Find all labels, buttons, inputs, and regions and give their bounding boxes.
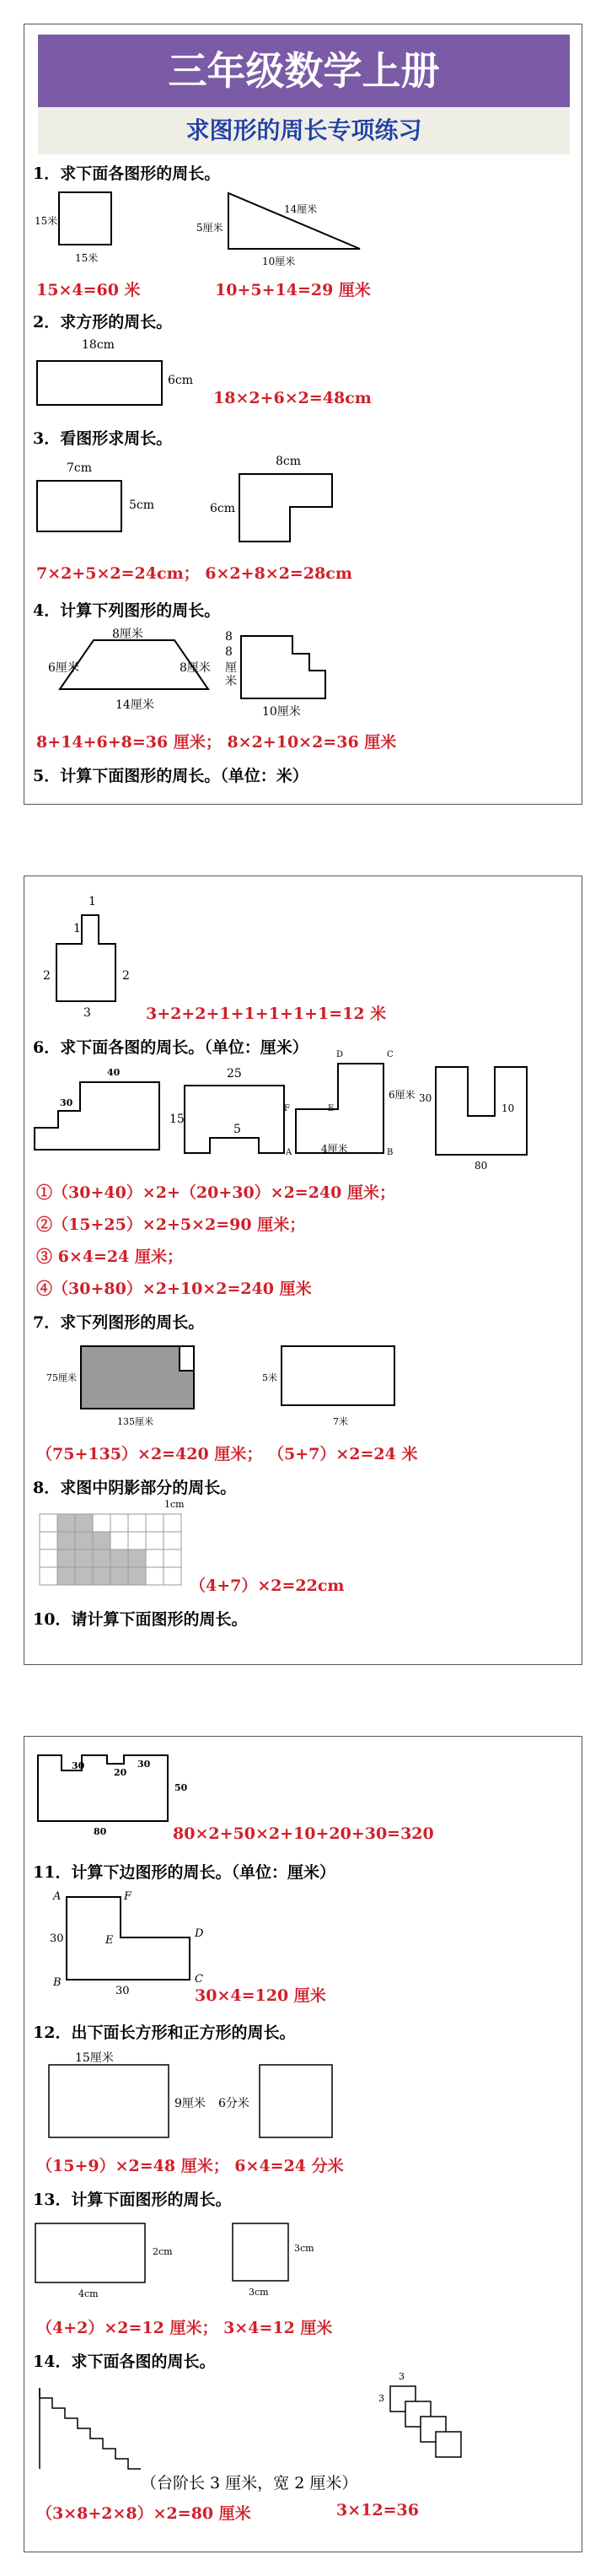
worksheet-page-2 [24, 876, 582, 1665]
stair-left-label-1: 8 [225, 645, 233, 659]
grid-cell [93, 1514, 110, 1532]
grid-cell [110, 1514, 128, 1532]
grid-cell [40, 1532, 57, 1549]
worksheet-page-3 [24, 1736, 582, 2552]
question-14: 14．求下面各图的周长。 [33, 2352, 216, 2371]
q6-figure-b [183, 1084, 286, 1155]
square-figure [58, 191, 112, 245]
answer-10: 80×2+50×2+10+20+30=320 [173, 1824, 434, 1843]
grid-cell [164, 1567, 181, 1585]
grid-cell [146, 1514, 164, 1532]
q10-label-80: 80 [94, 1826, 107, 1837]
grid-cell [146, 1532, 164, 1549]
rect-top-label: 18cm [82, 338, 115, 352]
worksheet-subtitle: 求图形的周长专项练习 [38, 107, 570, 154]
q3-rectangle-figure [36, 480, 122, 532]
q13-square [232, 2223, 289, 2282]
trap-right-label: 8厘米 [180, 661, 211, 675]
grid-unit-label: 1cm [164, 1499, 185, 1510]
answer-6d: ④（30+80）×2+10×2=240 厘米 [36, 1280, 312, 1298]
answer-1b: 10+5+14=29 厘米 [215, 281, 371, 299]
grid-cell [128, 1532, 146, 1549]
stair-bottom-label: 10厘米 [262, 705, 301, 719]
question-11: 11．计算下边图形的周长。（单位：厘米） [33, 1863, 335, 1882]
q7-label-7: 7米 [333, 1416, 348, 1427]
trap-bottom-label: 14厘米 [115, 698, 154, 712]
answer-7: （75+135）×2=420 厘米； （5+7）×2=24 米 [36, 1445, 418, 1463]
grid-cell [40, 1549, 57, 1567]
q5-label-1a: 1 [88, 895, 96, 908]
q6a-label-30: 30 [60, 1097, 73, 1108]
grid-cell-shaded [93, 1549, 110, 1567]
square-bottom-label: 15米 [75, 252, 99, 264]
grid-cell-shaded [93, 1532, 110, 1549]
answer-6b: ②（15+25）×2+5×2=90 厘米； [36, 1215, 306, 1234]
worksheet-page-1 [24, 24, 582, 805]
q7-label-5: 5米 [262, 1372, 277, 1383]
grid-cell-shaded [110, 1567, 128, 1585]
q14-label-3b: 3 [378, 2393, 384, 2404]
answer-2: 18×2+6×2=48cm [213, 389, 372, 407]
q10-label-30a: 30 [72, 1760, 85, 1771]
q10-label-50: 50 [174, 1782, 188, 1793]
q7-rectangle [281, 1345, 395, 1406]
q13-label-3cm-a: 3cm [294, 2243, 314, 2254]
q11-lshape-figure [65, 1895, 191, 1981]
q6c-label-C: C [387, 1050, 394, 1059]
q7-label-135: 135厘米 [117, 1416, 153, 1427]
stair-left-label-3: 米 [225, 675, 237, 688]
trap-top-label: 8厘米 [112, 628, 143, 641]
grid-cell-shaded [128, 1549, 146, 1567]
q12-label-15: 15厘米 [75, 2051, 114, 2065]
question-3: 3．看图形求周长。 [33, 429, 173, 448]
q6d-label-80: 80 [475, 1160, 488, 1172]
grid-cell [164, 1549, 181, 1567]
q7-shaded-rect [80, 1345, 195, 1409]
grid-cell [40, 1567, 57, 1585]
q5-label-3: 3 [83, 1006, 91, 1020]
q14-staircase-figure [38, 2386, 156, 2474]
q3-lshape-top-label: 8cm [276, 455, 302, 468]
triangle-bottom-label: 10厘米 [262, 256, 296, 267]
stacked-square [436, 2432, 461, 2457]
q6c-label-E: E [328, 1104, 335, 1113]
q14-label-3a: 3 [399, 2371, 405, 2382]
triangle-hyp-label: 14厘米 [284, 203, 318, 215]
q3-lshape-left-label: 6cm [210, 502, 236, 515]
q5-tower-figure [55, 913, 132, 1003]
rectangle-figure [36, 360, 163, 406]
answer-5: 3+2+2+1+1+1+1+1=12 米 [146, 1005, 387, 1023]
q11-label-B: B [53, 1976, 62, 1989]
q7-label-75: 75厘米 [46, 1372, 77, 1383]
grid-cell-shaded [110, 1549, 128, 1567]
q11-label-F: F [124, 1890, 132, 1903]
q13-label-4cm: 4cm [78, 2288, 99, 2299]
q13-label-2cm: 2cm [153, 2246, 173, 2257]
trap-left-label: 6厘米 [48, 661, 79, 675]
q11-label-D: D [195, 1927, 204, 1940]
question-7: 7．求下列图形的周长。 [33, 1313, 205, 1332]
q11-label-bottom-30: 30 [115, 1985, 130, 1997]
q12-square [259, 2064, 333, 2138]
q10-figure [36, 1754, 171, 1823]
grid-cell [164, 1532, 181, 1549]
grid-cell [146, 1567, 164, 1585]
grid-cell-shaded [57, 1567, 75, 1585]
q12-label-6: 6分米 [218, 2097, 249, 2110]
q6-figure-a [33, 1081, 161, 1151]
question-13: 13．计算下面图形的周长。 [33, 2191, 232, 2209]
question-1: 1．求下面各图形的周长。 [33, 164, 221, 183]
q11-label-C: C [195, 1973, 203, 1986]
q13-label-3cm-b: 3cm [249, 2287, 269, 2298]
answer-14a: （3×8+2×8）×2=80 厘米 [36, 2504, 251, 2523]
q11-label-left-30: 30 [50, 1932, 64, 1945]
q6a-label-40: 40 [107, 1067, 121, 1078]
answer-8: （4+7）×2=22cm [190, 1576, 345, 1595]
question-4: 4．计算下列图形的周长。 [33, 601, 221, 620]
stair-left-label-2: 厘 [225, 661, 237, 675]
grid-cell-shaded [57, 1549, 75, 1567]
q10-label-30b: 30 [137, 1759, 151, 1770]
grid-cell-shaded [75, 1549, 93, 1567]
grid-cell-shaded [75, 1532, 93, 1549]
answer-3: 7×2+5×2=24cm； 6×2+8×2=28cm [36, 564, 352, 583]
question-10: 10．请计算下面图形的周长。 [33, 1610, 248, 1629]
triangle-left-label: 5厘米 [196, 222, 223, 234]
stair-top-label: 8 [225, 630, 233, 644]
q13-rectangle [35, 2223, 146, 2283]
q3-rect-right-label: 5cm [129, 498, 155, 512]
shaded-grid-figure [38, 1512, 183, 1590]
q14-stacked-squares-figure [389, 2385, 498, 2469]
answer-6a: ①（30+40）×2+（20+30）×2=240 厘米； [36, 1183, 395, 1202]
grid-cell-shaded [75, 1567, 93, 1585]
answer-13: （4+2）×2=12 厘米； 3×4=12 厘米 [36, 2319, 333, 2337]
q12-label-9: 9厘米 [174, 2097, 206, 2110]
grid-cell [146, 1549, 164, 1567]
q6c-label-D: D [336, 1050, 344, 1059]
q6c-label-F: F [284, 1104, 290, 1113]
grid-cell-shaded [128, 1567, 146, 1585]
q6d-label-10: 10 [501, 1102, 515, 1114]
answer-6c: ③ 6×4=24 厘米； [36, 1248, 183, 1266]
question-8: 8．求图中阴影部分的周长。 [33, 1479, 237, 1497]
q6b-label-15: 15 [169, 1113, 185, 1126]
question-2: 2．求方形的周长。 [33, 313, 173, 331]
worksheet-title: 三年级数学上册 [38, 35, 570, 107]
q6b-label-25: 25 [227, 1067, 242, 1081]
question-5: 5．计算下面图形的周长。（单位：米） [33, 767, 308, 785]
rect-right-label: 6cm [168, 374, 194, 387]
q3-lshape-figure [239, 473, 333, 542]
grid-cell [164, 1514, 181, 1532]
answer-14b: 3×12=36 [336, 2501, 419, 2519]
grid-cell-shaded [93, 1567, 110, 1585]
answer-11: 30×4=120 厘米 [195, 1986, 326, 2005]
q6c-label-6cm: 6厘米 [389, 1089, 416, 1101]
q5-label-2b: 2 [122, 969, 130, 983]
q6c-label-A: A [286, 1148, 292, 1157]
triangle-figure [227, 191, 362, 251]
staircase-outline [40, 2388, 141, 2469]
q5-label-1b: 1 [73, 922, 81, 935]
answer-12: （15+9）×2=48 厘米； 6×4=24 分米 [36, 2157, 344, 2175]
answer-1a: 15×4=60 米 [36, 281, 141, 299]
q5-label-2a: 2 [43, 969, 51, 983]
question-6: 6．求下面各图的周长。（单位：厘米） [33, 1038, 308, 1057]
q12-rectangle [48, 2064, 169, 2138]
question-12: 12．出下面长方形和正方形的周长。 [33, 2024, 296, 2042]
grid-cell [40, 1514, 57, 1532]
q11-label-A: A [53, 1890, 62, 1903]
stair-shape-figure [240, 635, 326, 699]
q3-rect-top-label: 7cm [67, 461, 93, 475]
square-left-label: 15米 [35, 215, 58, 227]
grid-cell [110, 1532, 128, 1549]
q6b-label-5: 5 [233, 1123, 241, 1136]
q6c-label-4cm: 4厘米 [321, 1143, 348, 1155]
grid-cell [128, 1514, 146, 1532]
grid-cell-shaded [75, 1514, 93, 1532]
answer-4: 8+14+6+8=36 厘米； 8×2+10×2=36 厘米 [36, 733, 397, 752]
q10-label-20: 20 [114, 1767, 127, 1778]
q11-label-E: E [105, 1934, 114, 1947]
q6d-label-30: 30 [419, 1092, 432, 1104]
q14-note: （台阶长 3 厘米，宽 2 厘米） [141, 2474, 358, 2492]
grid-cell-shaded [57, 1532, 75, 1549]
grid-cell-shaded [57, 1514, 75, 1532]
q6c-label-B: B [387, 1148, 394, 1157]
